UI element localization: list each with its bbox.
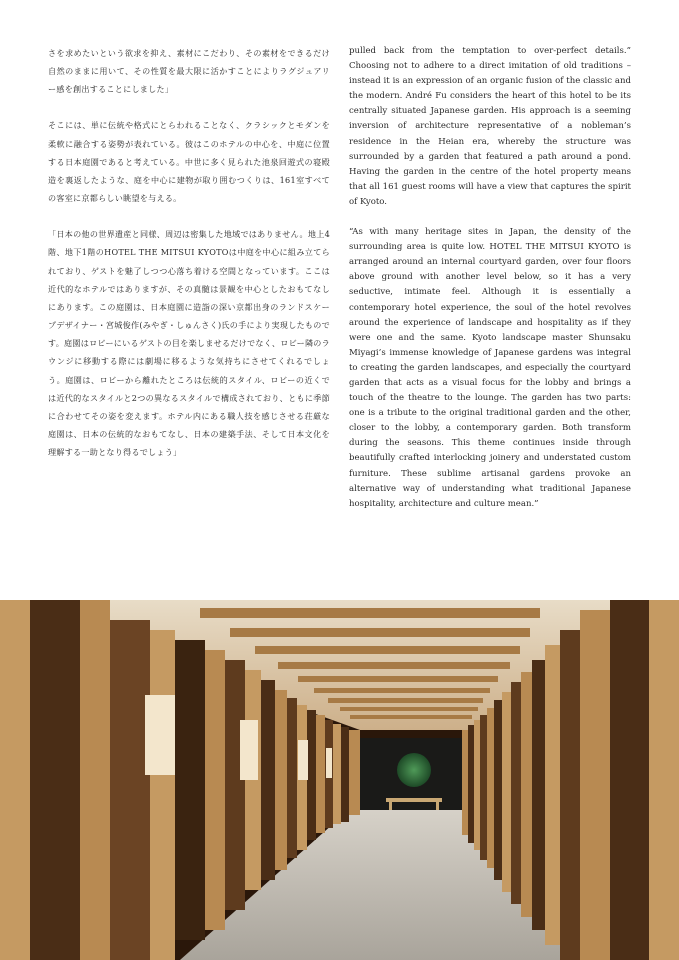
lamp-3 <box>298 740 308 780</box>
japanese-paragraph-1: さを求めたいという欲求を抑え、素材にこだわり、その素材をできるだけ自然のままに用いて、その性質を最大限に活かすことによりラグジュアリー感を創出することにしました」 <box>48 48 330 95</box>
lamp-4 <box>326 748 332 778</box>
english-text-column <box>349 44 631 512</box>
hotel-corridor-photo <box>0 600 679 960</box>
lamp-1 <box>145 695 175 775</box>
english-paragraph-2: “As with many heritage sites in Japan, the density of the surrounding area is quite low. HOTEL THE MITSUI KYOTO is arranged around an internal courtyard garden, over four floors above ground with another level below, so it has a very seductive, intimate feel. Although it is essentially a contemporary hotel experience, the soul of the hotel revolves around the experience of landscape and hospitality as if they were one and the same. Kyoto landscape master Shunsaku Miyagi’s immense knowledge of Japanese gardens was integral to creating the garden landscapes, and especially the courtyard garden that acts as a visual focus for the lobby and brings a touch of the theatre to the lounge. The garden has two parts: one is a tribute to the original traditional garden and the other, closer to the lobby, a contemporary garden. Both transform during the seasons. This theme continues inside through beautifully crafted interlocking joinery and understated custom furniture. These sublime artisanal gardens provoke an alternative way of understanding what traditional Japanese hospitality, architecture and culture mean.” <box>349 227 631 509</box>
japanese-paragraph-2: そこには、単に伝統や格式にとらわれることなく、クラシックとモダンを柔軟に融合する姿勢が表れている。彼はこのホテルの中心を、中庭に位置する日本庭園であると考えている。中世に多く見られた池泉回遊式の寝殿造を裏返したような、庭を中心に建物が取り囲むつくりは、161室すべての客室に京都らしい眺望を与える。 <box>48 120 330 204</box>
japanese-paragraph-3: 「日本の他の世界遺産と同様、周辺は密集した地域ではありません。地上4階、地下1階のHOTEL THE MITSUI KYOTOは中庭を中心に組み立てられており、ゲストを魅了しつつ心落ち着ける空間となっています。ここは近代的なホテルではありますが、その真髄は景観を中心としたおもてなしにあります。この庭園は、日本庭園に造詣の深い京都出身のランドスケープデザイナー・宮城俊作(みやぎ・しゅんさく)氏の手により実現したものです。庭園はロビーにいるゲストの目を楽しませるだけでなく、ロビー隣のラウンジに移動する際には劇場に移るような気持ちにさせてくれるでしょう。庭園は、ロビーから離れたところは伝統的スタイル、ロビーの近くでは近代的なスタイルと2つの異なるスタイルで構成されており、ともに季節に合わせてその姿を変えます。ホテル内にある職人技を感じさせる荘厳な庭園は、日本の伝統的なおもてなし、日本の建築手法、そして日本文化を理解する一助となり得るでしょう」 <box>48 229 330 458</box>
lamp-2 <box>240 720 258 780</box>
english-paragraph-1: pulled back from the temptation to over-perfect details.” Choosing not to adhere to a direct imitation of old traditions – instead it is an expression of an organic fusion of the classic and the modern. André Fu considers the heart of this hotel to be its centrally situated Japanese garden. His approach is a seeming inversion of architecture representative of a nobleman’s residence in the Heian era, whereby the structure was surrounded by a garden that featured a path around a pond. Having the garden in the centre of the hotel property means that all 161 guest rooms will have a view that captures the spirit of Kyoto. <box>349 46 631 207</box>
garden-glass-art <box>397 753 431 787</box>
japanese-text-column <box>48 44 330 461</box>
